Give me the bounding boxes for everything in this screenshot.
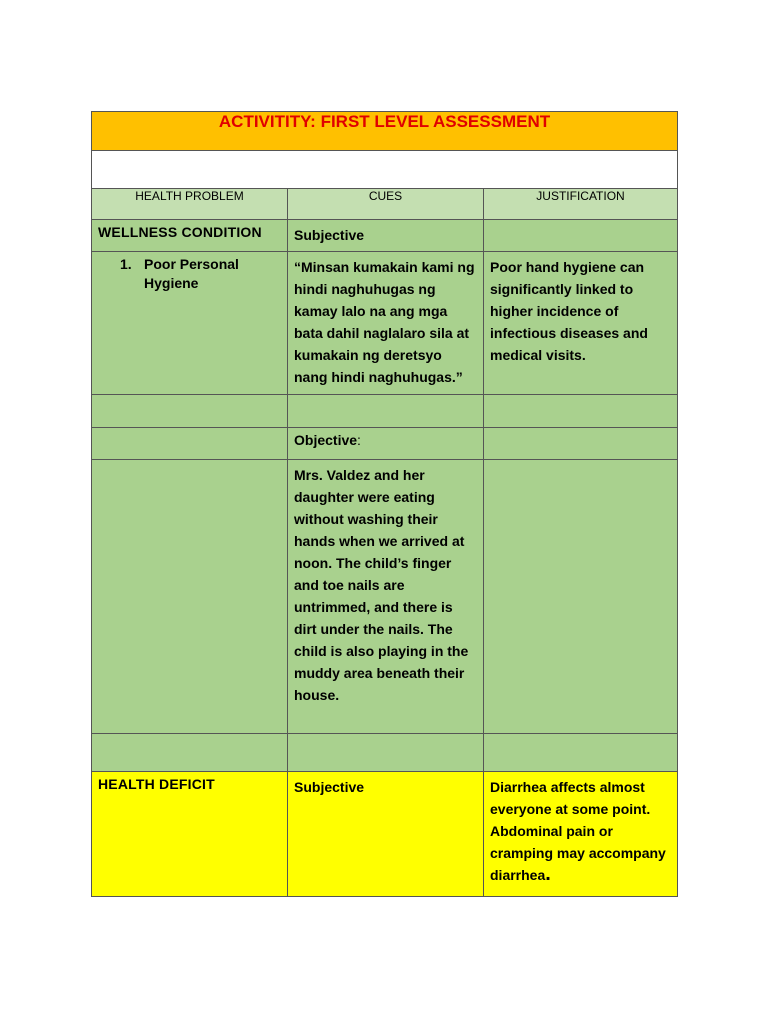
deficit-justification-cell xyxy=(484,772,678,897)
deficit-justification-text: Diarrhea affects almost everyone at some point. Abdominal pain or cramping may accompany diarrhea xyxy=(490,779,666,883)
justification-text: Poor hand hygiene can significantly linked to higher incidence of infectious diseases and medical visits. xyxy=(490,259,648,363)
empty-cell xyxy=(484,428,678,460)
justification-cell xyxy=(484,252,678,395)
wellness-condition-label: WELLNESS CONDITION xyxy=(98,224,262,240)
empty-cell xyxy=(288,395,484,428)
empty-cell xyxy=(484,460,678,734)
empty-cell xyxy=(484,220,678,252)
empty-row xyxy=(92,395,678,428)
objective-label-row xyxy=(92,428,678,460)
poor-hygiene-cell xyxy=(92,252,288,395)
header-justification: JUSTIFICATION xyxy=(484,189,678,220)
empty-cell xyxy=(92,734,288,772)
objective-colon: : xyxy=(357,432,361,448)
empty-cell xyxy=(92,460,288,734)
objective-label-text: Objective xyxy=(294,432,358,448)
subjective-cue-text: “Minsan kumakain kami ng hindi naghuhugas ng kamay lalo na ang mga bata dahil naglalaro sila at kumakain ng deretsyo nang hindi naghuhugas.” xyxy=(294,259,475,385)
wellness-row xyxy=(92,220,678,252)
header-row xyxy=(92,189,678,220)
wellness-subjective-cell xyxy=(288,220,484,252)
objective-cue-row xyxy=(92,460,678,734)
wellness-condition-cell xyxy=(92,220,288,252)
subjective-cue-cell xyxy=(288,252,484,395)
empty-cell xyxy=(92,428,288,460)
header-cues: CUES xyxy=(288,189,484,220)
blank-row xyxy=(92,151,678,189)
empty-cell xyxy=(288,734,484,772)
blank-cell xyxy=(92,151,678,189)
deficit-justification xyxy=(484,772,677,886)
objective-label-cell xyxy=(288,428,484,460)
deficit-subjective-cell xyxy=(288,772,484,897)
title-row xyxy=(92,112,678,151)
wellness-subjective-label: Subjective xyxy=(294,227,365,243)
objective-cue-cell xyxy=(288,460,484,734)
assessment-table xyxy=(91,111,678,897)
header-health-problem: HEALTH PROBLEM xyxy=(92,189,288,220)
deficit-justification-period: . xyxy=(545,863,551,885)
empty-row xyxy=(92,734,678,772)
empty-cell xyxy=(92,395,288,428)
problem-list-item xyxy=(92,252,287,293)
list-number: 1. xyxy=(120,256,132,272)
table-title: ACTIVITITY: FIRST LEVEL ASSESSMENT xyxy=(92,112,678,151)
health-deficit-cell xyxy=(92,772,288,897)
objective-cue-text: Mrs. Valdez and her daughter were eating without washing their hands when we arrived at noon. The child’s finger and toe nails are untrimmed, and there is dirt under the nails. The child is also playing in the muddy area beneath their house. xyxy=(294,467,469,703)
health-deficit-label: HEALTH DEFICIT xyxy=(98,776,215,792)
problem-label: Poor Personal Hygiene xyxy=(144,256,239,291)
poor-hygiene-row xyxy=(92,252,678,395)
health-deficit-row xyxy=(92,772,678,897)
deficit-subjective-label: Subjective xyxy=(294,779,365,795)
empty-cell xyxy=(484,395,678,428)
empty-cell xyxy=(484,734,678,772)
objective-label xyxy=(288,428,483,448)
